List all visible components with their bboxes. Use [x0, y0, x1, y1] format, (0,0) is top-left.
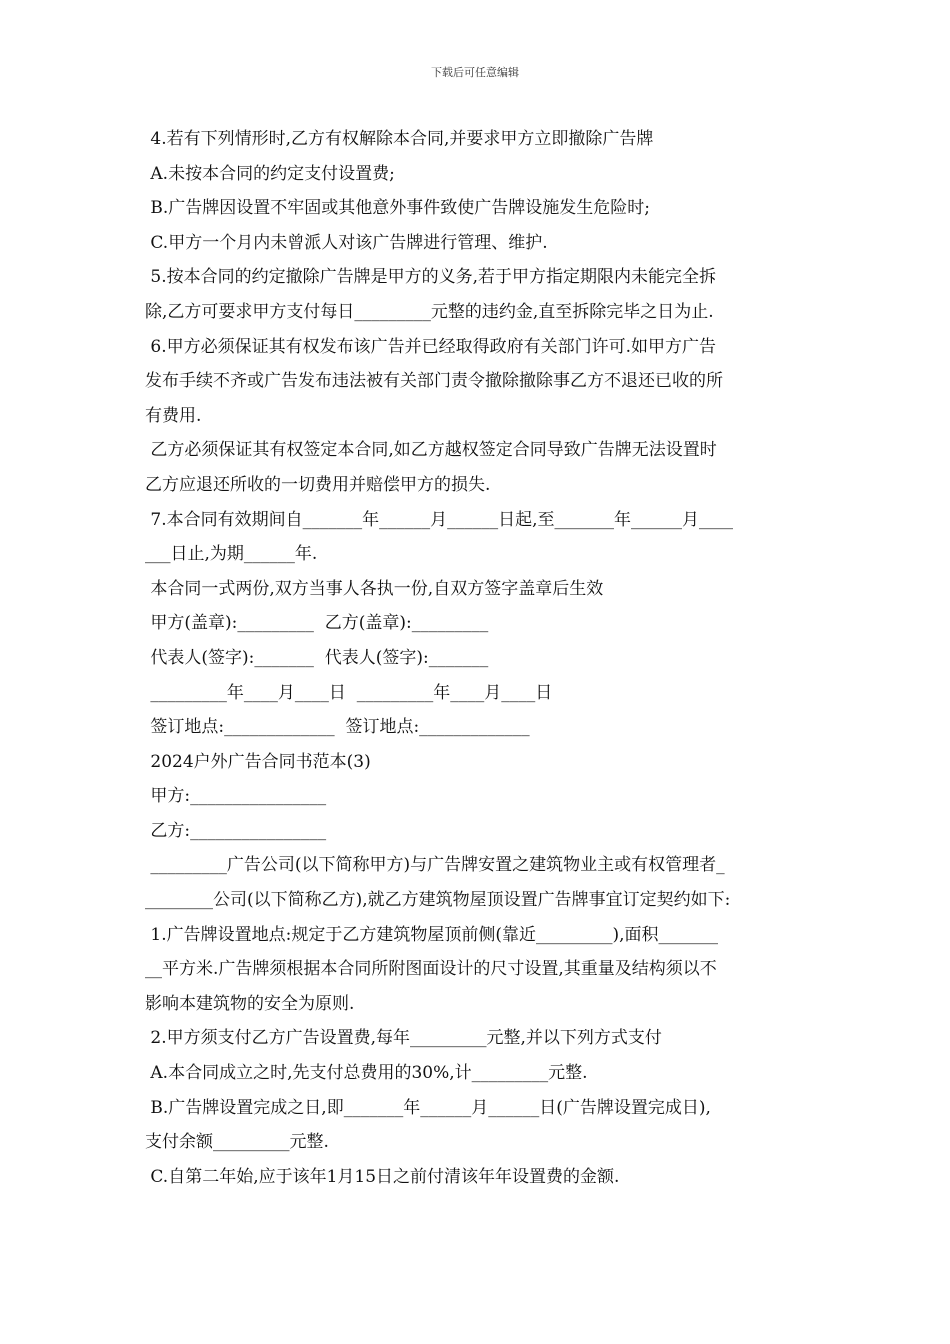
text-line: 7.本合同有效期间自_______年______月______日起,至_______年______月____	[145, 509, 734, 530]
text-line: C.甲方一个月内未曾派人对该广告牌进行管理、维护.	[145, 232, 548, 253]
text-line: 4.若有下列情形时,乙方有权解除本合同,并要求甲方立即撤除广告牌	[145, 129, 654, 149]
text-line: A.未按本合同的约定支付设置费;	[145, 163, 395, 184]
contract-body	[145, 122, 810, 1194]
text-line: ________公司(以下简称乙方),就乙方建筑物屋顶设置广告牌事宜订定契约如下:	[145, 890, 731, 911]
text-line: 签订地点:_____________ 签订地点:_____________	[145, 717, 530, 738]
text-line: 本合同一式两份,双方当事人各执一份,自双方签字盖章后生效	[145, 578, 604, 599]
text-line: 支付余额_________元整.	[145, 1132, 329, 1153]
text-line: B.广告牌设置完成之日,即_______年______月______日(广告牌设置完成日),	[145, 1097, 711, 1118]
text-line: 甲方:________________	[145, 786, 327, 807]
text-line: 5.按本合同的约定撤除广告牌是甲方的义务,若于甲方指定期限内未能完全拆	[145, 267, 717, 288]
text-line: 1.广告牌设置地点:规定于乙方建筑物屋顶前侧(靠近_________),面积_______	[145, 924, 719, 945]
text-line: ___日止,为期______年.	[145, 544, 318, 565]
text-line: 2024户外广告合同书范本(3)	[145, 751, 371, 772]
text-line: __平方米.广告牌须根据本合同所附图面设计的尺寸设置,其重量及结构须以不	[145, 959, 717, 980]
text-line: _________广告公司(以下简称甲方)与广告牌安置之建筑物业主或有权管理者_	[145, 855, 725, 876]
page-header: 下载后可任意编辑	[431, 66, 519, 79]
text-line: 除,乙方可要求甲方支付每日_________元整的违约金,直至拆除完毕之日为止.	[145, 301, 714, 322]
text-line: A.本合同成立之时,先支付总费用的30%,计_________元整.	[145, 1063, 588, 1084]
text-line: 有费用.	[145, 405, 202, 426]
text-line: 乙方应退还所收的一切费用并赔偿甲方的损失.	[145, 474, 491, 495]
text-line: 发布手续不齐或广告发布违法被有关部门责令撤除撤除事乙方不退还已收的所	[145, 371, 723, 392]
text-line: _________年____月____日 _________年____月____日	[145, 682, 553, 703]
text-line: B.广告牌因设置不牢固或其他意外事件致使广告牌设施发生危险时;	[145, 198, 651, 219]
text-line: 乙方必须保证其有权签定本合同,如乙方越权签定合同导致广告牌无法设置时	[145, 440, 717, 461]
text-line: 代表人(签字):_______ 代表人(签字):_______	[145, 647, 489, 668]
text-line: C.自第二年始,应于该年1月15日之前付清该年年设置费的金额.	[145, 1166, 620, 1187]
text-line: 6.甲方必须保证其有权发布该广告并已经取得政府有关部门许可.如甲方广告	[145, 336, 717, 357]
text-line: 影响本建筑物的安全为原则.	[145, 993, 355, 1014]
text-line: 乙方:________________	[145, 820, 327, 841]
text-line: 甲方(盖章):_________ 乙方(盖章):_________	[145, 613, 489, 634]
text-line: 2.甲方须支付乙方广告设置费,每年_________元整,并以下列方式支付	[145, 1028, 662, 1049]
